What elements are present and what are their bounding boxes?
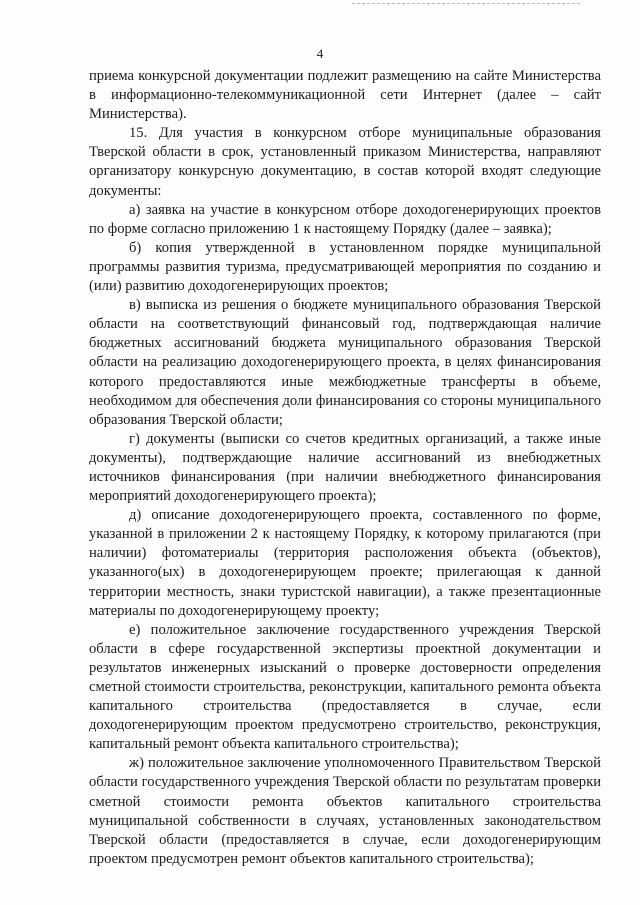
paragraph-continuation: приема конкурсной документации подлежит размещению на сайте Министерства в информационно-телекоммуникационной сети Интернет (далее – сайт Министерства).	[89, 68, 601, 123]
paragraph-subitem-a: а) заявка на участие в конкурсном отборе доходогенерирующих проектов по форме согласно приложению 1 к настоящему Порядку (далее – заявка);	[89, 201, 601, 237]
paragraph-subitem-d: д) описание доходогенерирующего проекта, составленного по форме, указанной в приложении 2 к настоящему Порядку, к которому прилагаются (при наличии) фотоматериалы (территория расположения объекта (объектов), указанного(ых) в доходогенерирующем проекте; прилегающая к данной территории местность, знаки туристской навигации), а также презентационные материалы по доходогенерирующему проекту;	[89, 507, 601, 619]
document-body	[89, 67, 601, 869]
paragraph-subitem-b: б) копия утвержденной в установленном порядке муниципальной программы развития туризма, предусматривающей мероприятия по созданию и (или) развитию доходогенерирующих проектов;	[89, 239, 601, 295]
paragraph-subitem-e: е) положительное заключение государственного учреждения Тверской области в сфере государственной экспертизы проектной документации и результатов инженерных изысканий о проверке достоверности определения сметной стоимости строительства, реконструкции, капитального ремонта объекта капитального строительства (предоставляется в случае, если доходогенерирующим проектом предусмотрено строительство, реконструкция, капитальный ремонт объекта капитального строительства);	[89, 621, 601, 753]
paragraph-subitem-zh: ж) положительное заключение уполномоченного Правительством Тверской области государственного учреждения Тверской области по результатам проверки сметной стоимости ремонта объектов капитального строительства муниципальной собственности в случаях, установленных законодательством Тверской области (предоставляется в случае, если доходогенерирующим проектом предусмотрен ремонт объектов капитального строительства);	[89, 755, 601, 867]
paragraph-item-15: 15. Для участия в конкурсном отборе муниципальные образования Тверской области в срок, установленный приказом Министерства, направляют организатору конкурсную документацию, в состав которой входят следующие документы:	[89, 125, 601, 199]
paragraph-subitem-v: в) выписка из решения о бюджете муниципального образования Тверской области на соответствующий финансовый год, подтверждающая наличие бюджетных ассигнований бюджета муниципального образования Тверской области на реализацию доходогенерирующего проекта, в целях финансирования которого предоставляются иные межбюджетные трансферты в объеме, необходимом для обеспечения доли финансирования со стороны муниципального образования Тверской области;	[89, 297, 601, 428]
scan-edge-mark	[352, 3, 580, 6]
paragraph-subitem-g: г) документы (выписки со счетов кредитных организаций, а также иные документы), подтверждающие наличие ассигнований из внебюджетных источников финансирования (при наличии внебюджетного финансирования мероприятий доходогенерирующего проекта);	[89, 430, 601, 505]
page-number: 4	[316, 46, 324, 61]
